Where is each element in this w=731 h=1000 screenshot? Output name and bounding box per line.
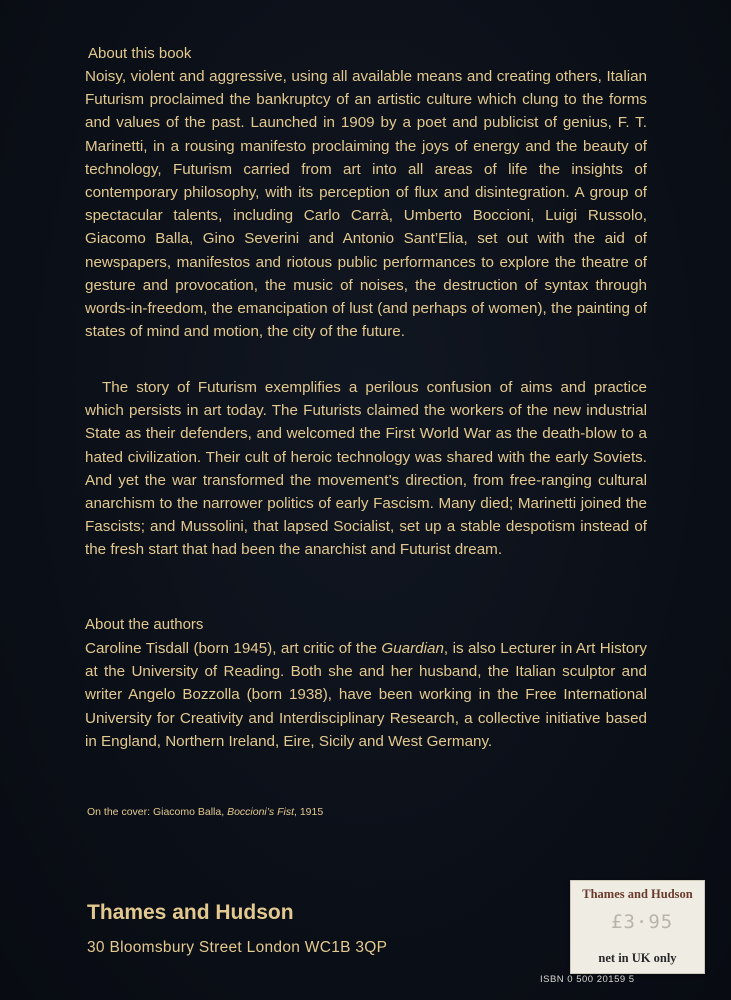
caption-prefix: On the cover: Giacomo Balla, xyxy=(87,806,228,818)
sticker-net-label: net in UK only xyxy=(598,951,677,965)
publisher-address: 30 Bloomsbury Street London WC1B 3QP xyxy=(87,939,388,956)
about-authors-heading: About the authors xyxy=(85,616,204,633)
about-authors-paragraph xyxy=(85,637,647,753)
authors-text-start: Caroline Tisdall (born 1945), art critic of the xyxy=(85,640,382,657)
publisher-name: Thames and Hudson xyxy=(87,901,294,924)
authors-text-end: , is also Lecturer in Art History at the University of Reading. Both she and her husband, the Italian sculptor and writer Angelo Bozzolla (born 1938), have been working in the Free International University for Creativity and Interdisciplinary Research, a collective initiative based in England, Northern Ireland, Eire, Sicily and West Germany. xyxy=(85,640,647,750)
caption-artwork-title: Boccioni’s Fist xyxy=(227,806,294,818)
caption-suffix: , 1915 xyxy=(294,806,324,818)
about-book-paragraph-2: The story of Futurism exemplifies a perilous confusion of aims and practice which persists in art today. The Futurists claimed the workers of the new industrial State as their defenders, and welcomed the First World War as the death-blow to a hated civilization. Their cult of heroic technology was shared with the early Soviets. And yet the war transformed the movement’s direction, from free-ranging cultural anarchism to the narrower politics of early Fascism. Many died; Marinetti joined the Fascists; and Mussolini, that lapsed Socialist, set up a stable despotism instead of the fresh start that had been the anarchist and Futurist dream. xyxy=(85,379,647,559)
isbn-number: ISBN 0 500 20159 5 xyxy=(540,974,635,985)
about-book-paragraph-1: Noisy, violent and aggressive, using all available means and creating others, Italian Futurism proclaimed the bankruptcy of an artistic culture which clung to the forms and values of the past. Launched in 1909 by a poet and publicist of genius, F. T. Marinetti, in a rousing manifesto proclaiming the joys of energy and the beauty of technology, Futurism carried from art into all areas of life the insights of contemporary philosophy, with its perception of flux and disintegration. A group of spectacular talents, including Carlo Carrà, Umberto Boccioni, Luigi Russolo, Giacomo Balla, Gino Severini and Antonio Sant’Elia, set out with the aid of newspapers, manifestos and riotous public performances to explore the theatre of gesture and provocation, the music of noises, the destruction of syntax through words-in-freedom, the emancipation of lust (and perhaps of women), the painting of states of mind and motion, the city of the future. xyxy=(85,68,647,341)
newspaper-title: Guardian xyxy=(381,640,444,657)
price-sticker xyxy=(570,880,705,974)
about-book-heading: About this book xyxy=(88,45,192,62)
sticker-publisher: Thames and Hudson xyxy=(582,887,693,901)
sticker-price: £3·95 xyxy=(611,911,674,933)
cover-caption xyxy=(87,805,323,819)
